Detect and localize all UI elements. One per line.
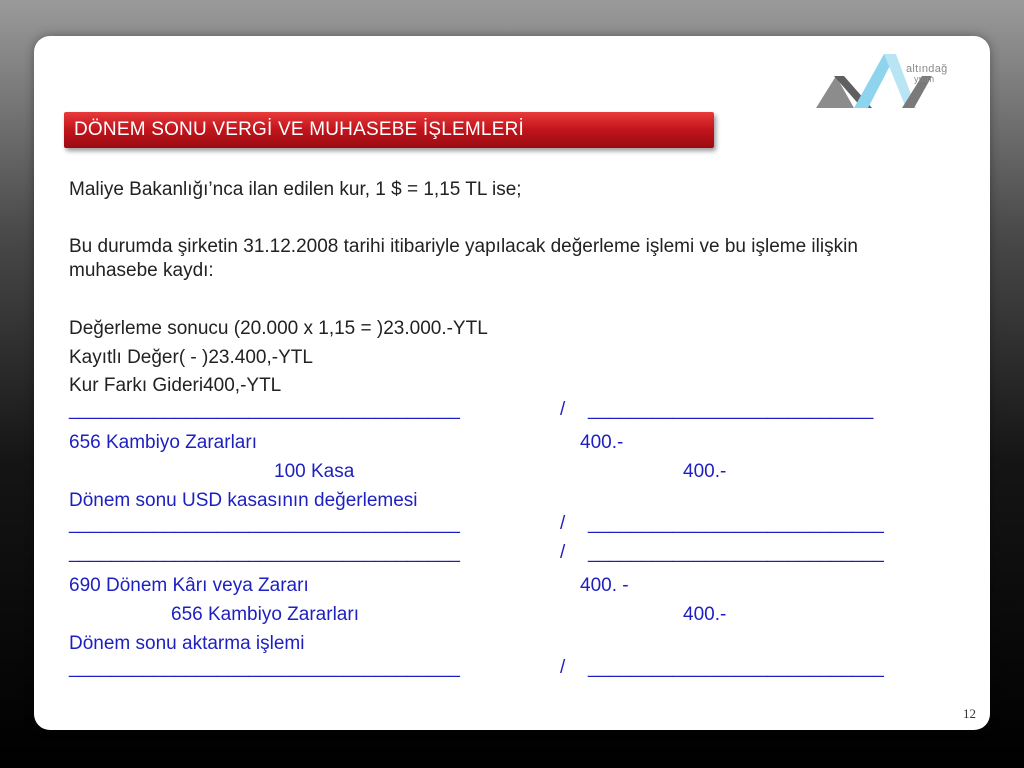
calc-line-2: Kayıtlı Değer( - )23.400,-YTL bbox=[69, 347, 313, 368]
entry2-debit-account: 690 Dönem Kârı veya Zararı bbox=[69, 575, 309, 596]
intro-line: Maliye Bakanlığı’nca ilan edilen kur, 1 $ = 1,15 TL ise; bbox=[69, 179, 522, 200]
separator-left-2: _____________________________________ bbox=[69, 513, 460, 534]
entry1-description: Dönem sonu USD kasasının değerlemesi bbox=[69, 490, 418, 511]
calc-line-1: Değerleme sonucu (20.000 x 1,15 = )23.000.-YTL bbox=[69, 318, 488, 339]
altindag-logo-icon bbox=[814, 46, 984, 108]
separator-right-1: ___________________________ bbox=[588, 399, 874, 420]
entry1-debit-amount: 400.- bbox=[580, 432, 624, 453]
logo-line-2: ymm bbox=[914, 74, 935, 84]
slide-title: DÖNEM SONU VERGİ VE MUHASEBE İŞLEMLERİ bbox=[74, 119, 524, 140]
entry2-credit-amount: 400.- bbox=[683, 604, 727, 625]
separator-slash-2: / bbox=[560, 513, 566, 534]
logo-text bbox=[906, 64, 948, 84]
title-bar bbox=[64, 112, 714, 148]
entry2-credit-account: 656 Kambiyo Zararları bbox=[171, 604, 359, 625]
slide bbox=[34, 36, 990, 730]
separator-right-4: ____________________________ bbox=[588, 657, 884, 678]
separator-left-1: _____________________________________ bbox=[69, 399, 460, 420]
entry2-description: Dönem sonu aktarma işlemi bbox=[69, 633, 305, 654]
entry1-debit-account: 656 Kambiyo Zararları bbox=[69, 432, 257, 453]
separator-slash-3: / bbox=[560, 542, 566, 563]
description-paragraph: Bu durumda şirketin 31.12.2008 tarihi itibariyle yapılacak değerleme işlemi ve bu işleme ilişkin muhasebe kaydı: bbox=[69, 236, 858, 281]
separator-left-3: _____________________________________ bbox=[69, 542, 460, 563]
separator-right-3: ____________________________ bbox=[588, 542, 884, 563]
separator-slash-1: / bbox=[560, 399, 566, 420]
entry1-credit-account: 100 Kasa bbox=[274, 461, 355, 482]
entry1-credit-amount: 400.- bbox=[683, 461, 727, 482]
separator-right-2: ____________________________ bbox=[588, 513, 884, 534]
page-number: 12 bbox=[963, 706, 976, 721]
logo-line-1: altındağ bbox=[906, 63, 948, 75]
calc-line-3: Kur Farkı Gideri400,-YTL bbox=[69, 375, 282, 396]
separator-left-4: _____________________________________ bbox=[69, 657, 460, 678]
entry2-debit-amount: 400. - bbox=[580, 575, 629, 596]
separator-slash-4: / bbox=[560, 657, 566, 678]
